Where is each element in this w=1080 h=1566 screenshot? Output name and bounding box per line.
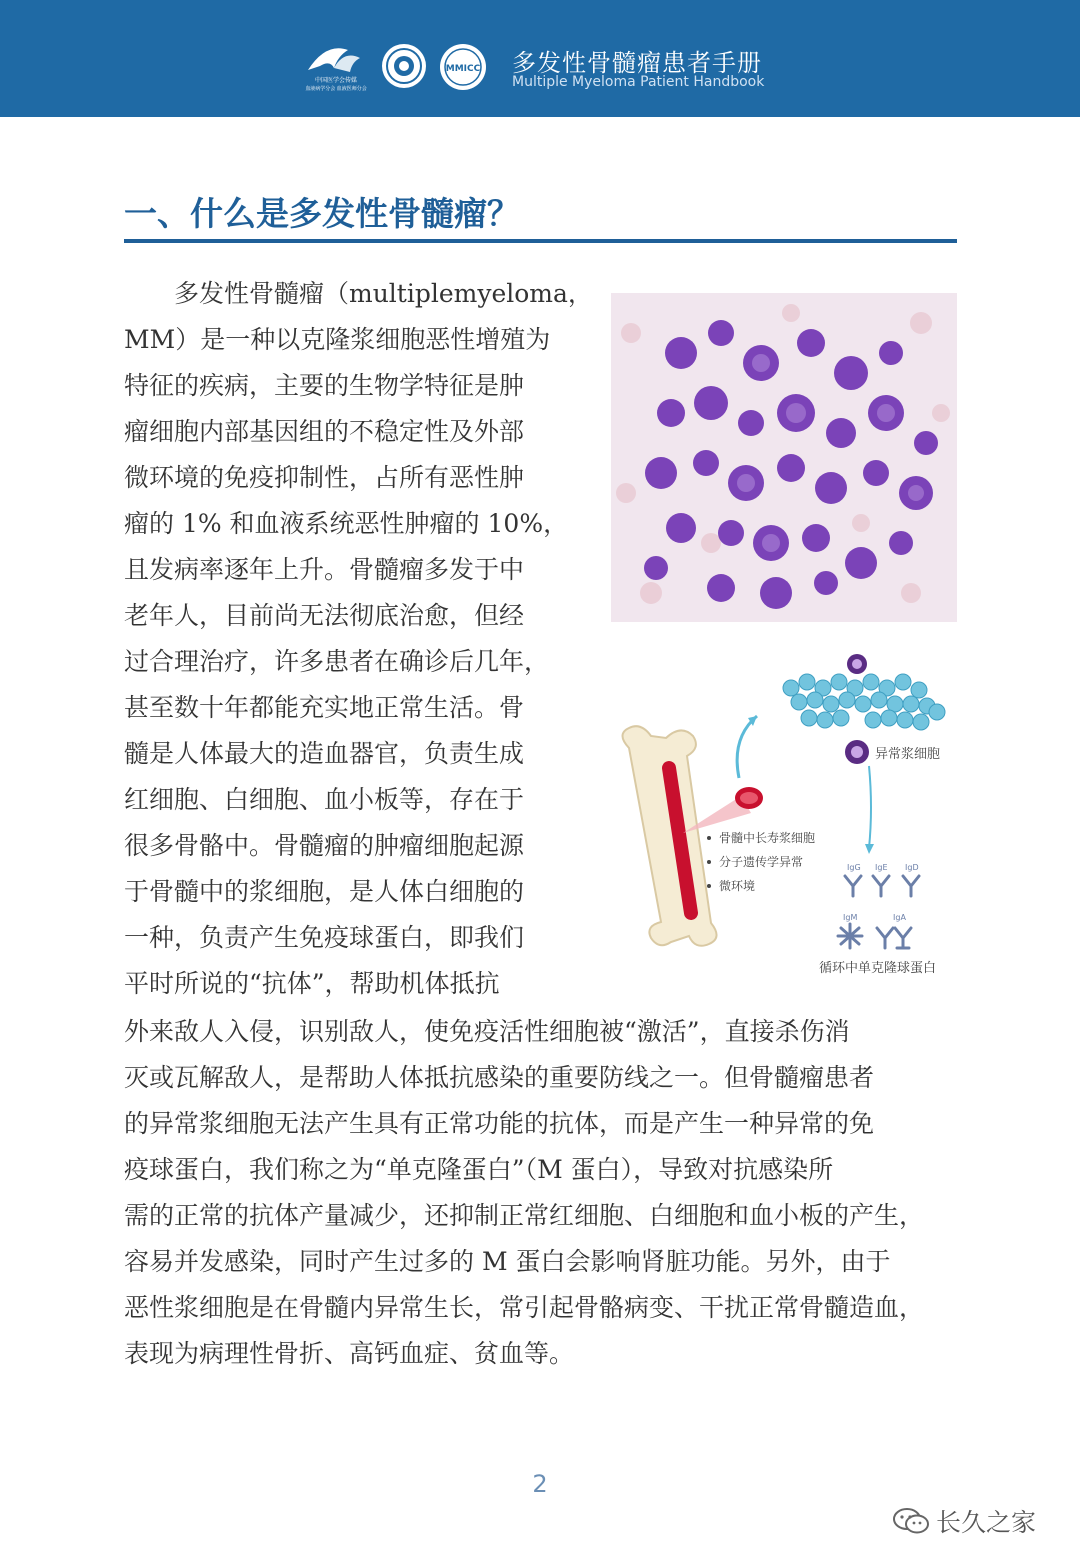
antibody-label-igg: IgG: [847, 863, 861, 872]
paragraph-line: 髓是人体最大的造血器官，负责生成: [124, 739, 525, 768]
paragraph-line: 恶性浆细胞是在骨髓内异常生长，常引起骨骼病变、干扰正常骨髓造血，: [124, 1293, 925, 1322]
paragraph-line: 特征的疾病，主要的生物学特征是肿: [124, 371, 525, 400]
bone-illustration: [623, 726, 717, 946]
paragraph-line: 过合理治疗，许多患者在确诊后几年，: [124, 647, 550, 676]
logo-caption-line-1: 中国医学会传媒: [314, 77, 358, 84]
arrow-to-antibodies: [869, 766, 871, 848]
paragraph-line: 瘤细胞内部基因组的不稳定性及外部: [124, 417, 525, 446]
paragraph-line: 瘤的 1% 和血液系统恶性肿瘤的 10%，: [124, 509, 569, 538]
paragraph-line: 疫球蛋白，我们称之为“单克隆蛋白”（M 蛋白），导致对抗感染所: [124, 1155, 834, 1184]
arrow-to-cluster: [737, 716, 757, 778]
paragraph-line: 红细胞、白细胞、血小板等，存在于: [124, 785, 525, 814]
watermark-text: 长久之家: [936, 1508, 1037, 1537]
bullet-microenvironment: 微环境: [719, 879, 756, 893]
antibody-icons: [838, 876, 919, 948]
header-logos: [300, 38, 500, 94]
paragraph-line: 表现为病理性骨折、高钙血症、贫血等。: [124, 1339, 575, 1368]
plasma-cell-cluster: [783, 674, 945, 730]
paragraph-line: 很多骨骼中。骨髓瘤的肿瘤细胞起源: [124, 831, 525, 860]
paragraph-line: 的异常浆细胞无法产生具有正常功能的抗体，而是产生一种异常的免: [124, 1109, 875, 1138]
antibody-label-igd: IgD: [905, 863, 919, 872]
bullet-long-lived-plasma-cells: 骨髓中长寿浆细胞: [719, 831, 816, 845]
antibody-label-igm: IgM: [843, 913, 858, 922]
mmicc-logo: [438, 42, 488, 92]
paragraph-line: 甚至数十年都能充实地正常生活。骨: [124, 693, 525, 722]
hematology-society-seal: [380, 42, 428, 90]
paragraph-line: 于骨髓中的浆细胞，是人体白细胞的: [124, 877, 525, 906]
wechat-icon: [892, 1506, 930, 1536]
paragraph-line: 一种，负责产生免疫球蛋白，即我们: [124, 923, 525, 952]
antibody-label-iga: IgA: [893, 913, 906, 922]
paragraph-line: 且发病率逐年上升。骨髓瘤多发于中: [124, 555, 525, 584]
abnormal-plasma-cell-label: 异常浆细胞: [875, 747, 941, 762]
handbook-subtitle: Multiple Myeloma Patient Handbook: [512, 74, 765, 90]
bone-marrow-smear-image: [611, 293, 957, 622]
page-number: 2: [532, 1470, 548, 1498]
handbook-title: 多发性骨髓瘤患者手册: [512, 49, 762, 77]
section-title: 一、什么是多发性骨髓瘤？: [124, 194, 520, 233]
logo-caption-line-2: 血液病学分会 血液医师分会: [305, 86, 367, 92]
paragraph-line: 外来敌人入侵，识别敌人，使免疫活性细胞被“激活”，直接杀伤消: [124, 1017, 850, 1046]
paragraph-line: 灭或瓦解敌人，是帮助人体抵抗感染的重要防线之一。但骨髓瘤患者: [124, 1063, 875, 1092]
diagram-caption: 循环中单克隆球蛋白: [819, 961, 937, 976]
paragraph-line: 多发性骨髓瘤（multiplemyeloma，: [124, 279, 593, 308]
mmicc-logo-text: MMICC: [445, 64, 481, 74]
paragraph-line: 老年人，目前尚无法彻底治愈，但经: [124, 601, 525, 630]
wechat-watermark: [892, 1500, 1062, 1540]
paragraph-line: 容易并发感染，同时产生过多的 M 蛋白会影响肾脏功能。另外，由于: [124, 1247, 891, 1276]
bullet-molecular-genetic-abnormality: 分子遗传学异常: [719, 855, 804, 869]
paragraph-line: 平时所说的“抗体”，帮助机体抵抗: [124, 969, 500, 998]
section-divider: [124, 239, 957, 243]
paragraph-line: 需的正常的抗体产量减少，还抑制正常红细胞、白细胞和血小板的产生，: [124, 1201, 925, 1230]
paragraph-line: 微环境的免疫抑制性，占所有恶性肿: [124, 463, 525, 492]
paragraph-line: MM）是一种以克隆浆细胞恶性增殖为: [124, 325, 551, 354]
antibody-label-ige: IgE: [875, 863, 888, 872]
chinese-medical-association-logo: [300, 38, 372, 94]
myeloma-pathogenesis-diagram: [611, 648, 957, 988]
header-bar: [0, 0, 1080, 117]
